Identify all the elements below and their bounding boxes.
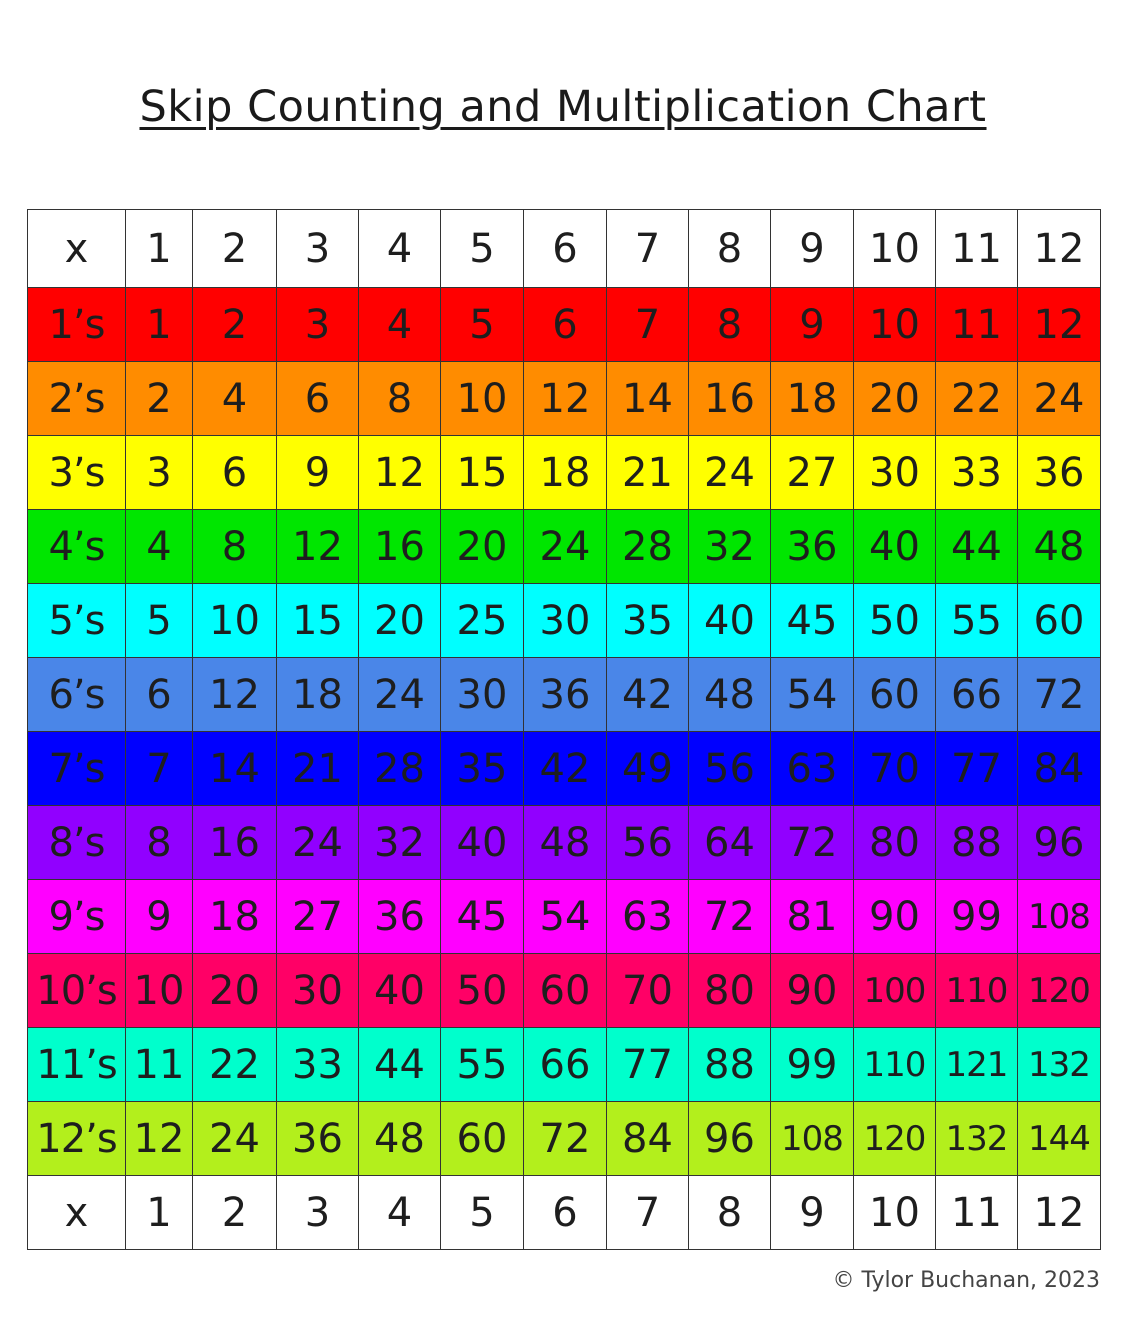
product-cell: 9 — [771, 288, 854, 362]
product-cell: 6 — [524, 288, 607, 362]
product-cell: 48 — [1018, 510, 1101, 584]
product-cell: 56 — [607, 806, 689, 880]
header-row-corner: x — [28, 210, 126, 288]
product-cell: 5 — [441, 288, 524, 362]
header-row-cell: 9 — [771, 210, 854, 288]
product-cell: 33 — [277, 1028, 359, 1102]
product-cell: 36 — [1018, 436, 1101, 510]
header-row-cell: 1 — [126, 210, 193, 288]
table-row — [28, 1028, 1101, 1102]
product-cell: 90 — [854, 880, 936, 954]
footer-row-cell: 12 — [1018, 1176, 1101, 1250]
header-row-cell: 10 — [854, 210, 936, 288]
product-cell: 5 — [126, 584, 193, 658]
product-cell: 32 — [689, 510, 771, 584]
multiplication-table — [27, 209, 1101, 1250]
product-cell: 72 — [689, 880, 771, 954]
product-cell: 24 — [193, 1102, 277, 1176]
product-cell: 14 — [607, 362, 689, 436]
product-cell: 56 — [689, 732, 771, 806]
product-cell: 15 — [441, 436, 524, 510]
product-cell: 27 — [771, 436, 854, 510]
product-cell: 132 — [1018, 1028, 1101, 1102]
product-cell: 63 — [771, 732, 854, 806]
table-row — [28, 288, 1101, 362]
product-cell: 2 — [126, 362, 193, 436]
table-row — [28, 954, 1101, 1028]
product-cell: 8 — [193, 510, 277, 584]
product-cell: 48 — [359, 1102, 441, 1176]
product-cell: 40 — [441, 806, 524, 880]
product-cell: 4 — [126, 510, 193, 584]
product-cell: 42 — [607, 658, 689, 732]
product-cell: 28 — [359, 732, 441, 806]
header-row — [28, 210, 1101, 288]
product-cell: 60 — [854, 658, 936, 732]
product-cell: 55 — [936, 584, 1018, 658]
table-row — [28, 362, 1101, 436]
product-cell: 18 — [771, 362, 854, 436]
product-cell: 64 — [689, 806, 771, 880]
product-cell: 48 — [524, 806, 607, 880]
product-cell: 36 — [359, 880, 441, 954]
product-cell: 18 — [277, 658, 359, 732]
row-label: 6’s — [28, 658, 126, 732]
product-cell: 72 — [771, 806, 854, 880]
page-title: Skip Counting and Multiplication Chart — [139, 82, 987, 132]
product-cell: 54 — [771, 658, 854, 732]
header-row-cell: 11 — [936, 210, 1018, 288]
product-cell: 8 — [689, 288, 771, 362]
product-cell: 80 — [689, 954, 771, 1028]
product-cell: 40 — [854, 510, 936, 584]
header-row-cell: 4 — [359, 210, 441, 288]
product-cell: 40 — [359, 954, 441, 1028]
product-cell: 30 — [524, 584, 607, 658]
product-cell: 21 — [277, 732, 359, 806]
row-label: 5’s — [28, 584, 126, 658]
product-cell: 32 — [359, 806, 441, 880]
product-cell: 99 — [936, 880, 1018, 954]
product-cell: 1 — [126, 288, 193, 362]
product-cell: 28 — [607, 510, 689, 584]
footer-row-cell: 9 — [771, 1176, 854, 1250]
footer-row-cell: 2 — [193, 1176, 277, 1250]
row-label: 3’s — [28, 436, 126, 510]
product-cell: 120 — [1018, 954, 1101, 1028]
table-row — [28, 806, 1101, 880]
product-cell: 2 — [193, 288, 277, 362]
product-cell: 80 — [854, 806, 936, 880]
product-cell: 3 — [277, 288, 359, 362]
product-cell: 12 — [277, 510, 359, 584]
product-cell: 49 — [607, 732, 689, 806]
product-cell: 120 — [854, 1102, 936, 1176]
product-cell: 24 — [689, 436, 771, 510]
header-row-cell: 3 — [277, 210, 359, 288]
product-cell: 24 — [359, 658, 441, 732]
product-cell: 84 — [607, 1102, 689, 1176]
product-cell: 20 — [359, 584, 441, 658]
product-cell: 4 — [193, 362, 277, 436]
row-label: 11’s — [28, 1028, 126, 1102]
product-cell: 8 — [126, 806, 193, 880]
footer-row-cell: 8 — [689, 1176, 771, 1250]
product-cell: 10 — [854, 288, 936, 362]
product-cell: 16 — [193, 806, 277, 880]
product-cell: 9 — [126, 880, 193, 954]
product-cell: 30 — [854, 436, 936, 510]
product-cell: 12 — [193, 658, 277, 732]
product-cell: 10 — [441, 362, 524, 436]
product-cell: 36 — [771, 510, 854, 584]
product-cell: 6 — [277, 362, 359, 436]
product-cell: 30 — [441, 658, 524, 732]
header-row-cell: 8 — [689, 210, 771, 288]
product-cell: 45 — [441, 880, 524, 954]
product-cell: 22 — [936, 362, 1018, 436]
row-label: 9’s — [28, 880, 126, 954]
product-cell: 36 — [524, 658, 607, 732]
product-cell: 6 — [126, 658, 193, 732]
row-label: 4’s — [28, 510, 126, 584]
product-cell: 50 — [441, 954, 524, 1028]
product-cell: 7 — [126, 732, 193, 806]
product-cell: 88 — [689, 1028, 771, 1102]
product-cell: 84 — [1018, 732, 1101, 806]
product-cell: 10 — [126, 954, 193, 1028]
product-cell: 70 — [854, 732, 936, 806]
product-cell: 22 — [193, 1028, 277, 1102]
product-cell: 81 — [771, 880, 854, 954]
product-cell: 7 — [607, 288, 689, 362]
row-label: 10’s — [28, 954, 126, 1028]
header-row-cell: 2 — [193, 210, 277, 288]
table-row — [28, 1102, 1101, 1176]
product-cell: 14 — [193, 732, 277, 806]
product-cell: 36 — [277, 1102, 359, 1176]
footer-row-cell: 1 — [126, 1176, 193, 1250]
footer-row-cell: 4 — [359, 1176, 441, 1250]
product-cell: 60 — [441, 1102, 524, 1176]
product-cell: 12 — [359, 436, 441, 510]
product-cell: 10 — [193, 584, 277, 658]
footer-row-cell: 7 — [607, 1176, 689, 1250]
product-cell: 11 — [936, 288, 1018, 362]
product-cell: 121 — [936, 1028, 1018, 1102]
footer-row-cell: 3 — [277, 1176, 359, 1250]
product-cell: 12 — [524, 362, 607, 436]
copyright-notice: © Tylor Buchanan, 2023 — [832, 1268, 1100, 1293]
product-cell: 16 — [359, 510, 441, 584]
product-cell: 88 — [936, 806, 1018, 880]
product-cell: 24 — [524, 510, 607, 584]
product-cell: 42 — [524, 732, 607, 806]
row-label: 12’s — [28, 1102, 126, 1176]
product-cell: 110 — [854, 1028, 936, 1102]
product-cell: 35 — [441, 732, 524, 806]
product-cell: 18 — [524, 436, 607, 510]
product-cell: 18 — [193, 880, 277, 954]
product-cell: 4 — [359, 288, 441, 362]
header-row-cell: 7 — [607, 210, 689, 288]
product-cell: 60 — [524, 954, 607, 1028]
table-row — [28, 880, 1101, 954]
product-cell: 27 — [277, 880, 359, 954]
product-cell: 72 — [1018, 658, 1101, 732]
product-cell: 96 — [1018, 806, 1101, 880]
product-cell: 72 — [524, 1102, 607, 1176]
product-cell: 66 — [936, 658, 1018, 732]
footer-row — [28, 1176, 1101, 1250]
table-row — [28, 510, 1101, 584]
table-row — [28, 658, 1101, 732]
product-cell: 35 — [607, 584, 689, 658]
table-row — [28, 584, 1101, 658]
product-cell: 66 — [524, 1028, 607, 1102]
product-cell: 108 — [1018, 880, 1101, 954]
product-cell: 40 — [689, 584, 771, 658]
product-cell: 20 — [441, 510, 524, 584]
product-cell: 12 — [1018, 288, 1101, 362]
product-cell: 24 — [1018, 362, 1101, 436]
table-row — [28, 732, 1101, 806]
product-cell: 15 — [277, 584, 359, 658]
footer-row-corner: x — [28, 1176, 126, 1250]
product-cell: 24 — [277, 806, 359, 880]
product-cell: 25 — [441, 584, 524, 658]
product-cell: 45 — [771, 584, 854, 658]
product-cell: 3 — [126, 436, 193, 510]
product-cell: 48 — [689, 658, 771, 732]
header-row-cell: 5 — [441, 210, 524, 288]
footer-row-cell: 6 — [524, 1176, 607, 1250]
table-row — [28, 436, 1101, 510]
product-cell: 8 — [359, 362, 441, 436]
footer-row-cell: 11 — [936, 1176, 1018, 1250]
product-cell: 54 — [524, 880, 607, 954]
product-cell: 90 — [771, 954, 854, 1028]
row-label: 1’s — [28, 288, 126, 362]
product-cell: 21 — [607, 436, 689, 510]
product-cell: 44 — [936, 510, 1018, 584]
header-row-cell: 12 — [1018, 210, 1101, 288]
product-cell: 110 — [936, 954, 1018, 1028]
product-cell: 132 — [936, 1102, 1018, 1176]
product-cell: 30 — [277, 954, 359, 1028]
product-cell: 100 — [854, 954, 936, 1028]
product-cell: 16 — [689, 362, 771, 436]
product-cell: 96 — [689, 1102, 771, 1176]
header-row-cell: 6 — [524, 210, 607, 288]
product-cell: 55 — [441, 1028, 524, 1102]
product-cell: 77 — [936, 732, 1018, 806]
row-label: 7’s — [28, 732, 126, 806]
row-label: 8’s — [28, 806, 126, 880]
footer-row-cell: 5 — [441, 1176, 524, 1250]
product-cell: 99 — [771, 1028, 854, 1102]
product-cell: 9 — [277, 436, 359, 510]
product-cell: 63 — [607, 880, 689, 954]
product-cell: 50 — [854, 584, 936, 658]
product-cell: 60 — [1018, 584, 1101, 658]
product-cell: 20 — [193, 954, 277, 1028]
product-cell: 108 — [771, 1102, 854, 1176]
product-cell: 12 — [126, 1102, 193, 1176]
footer-row-cell: 10 — [854, 1176, 936, 1250]
product-cell: 44 — [359, 1028, 441, 1102]
product-cell: 11 — [126, 1028, 193, 1102]
product-cell: 77 — [607, 1028, 689, 1102]
product-cell: 70 — [607, 954, 689, 1028]
product-cell: 20 — [854, 362, 936, 436]
product-cell: 144 — [1018, 1102, 1101, 1176]
product-cell: 6 — [193, 436, 277, 510]
row-label: 2’s — [28, 362, 126, 436]
product-cell: 33 — [936, 436, 1018, 510]
